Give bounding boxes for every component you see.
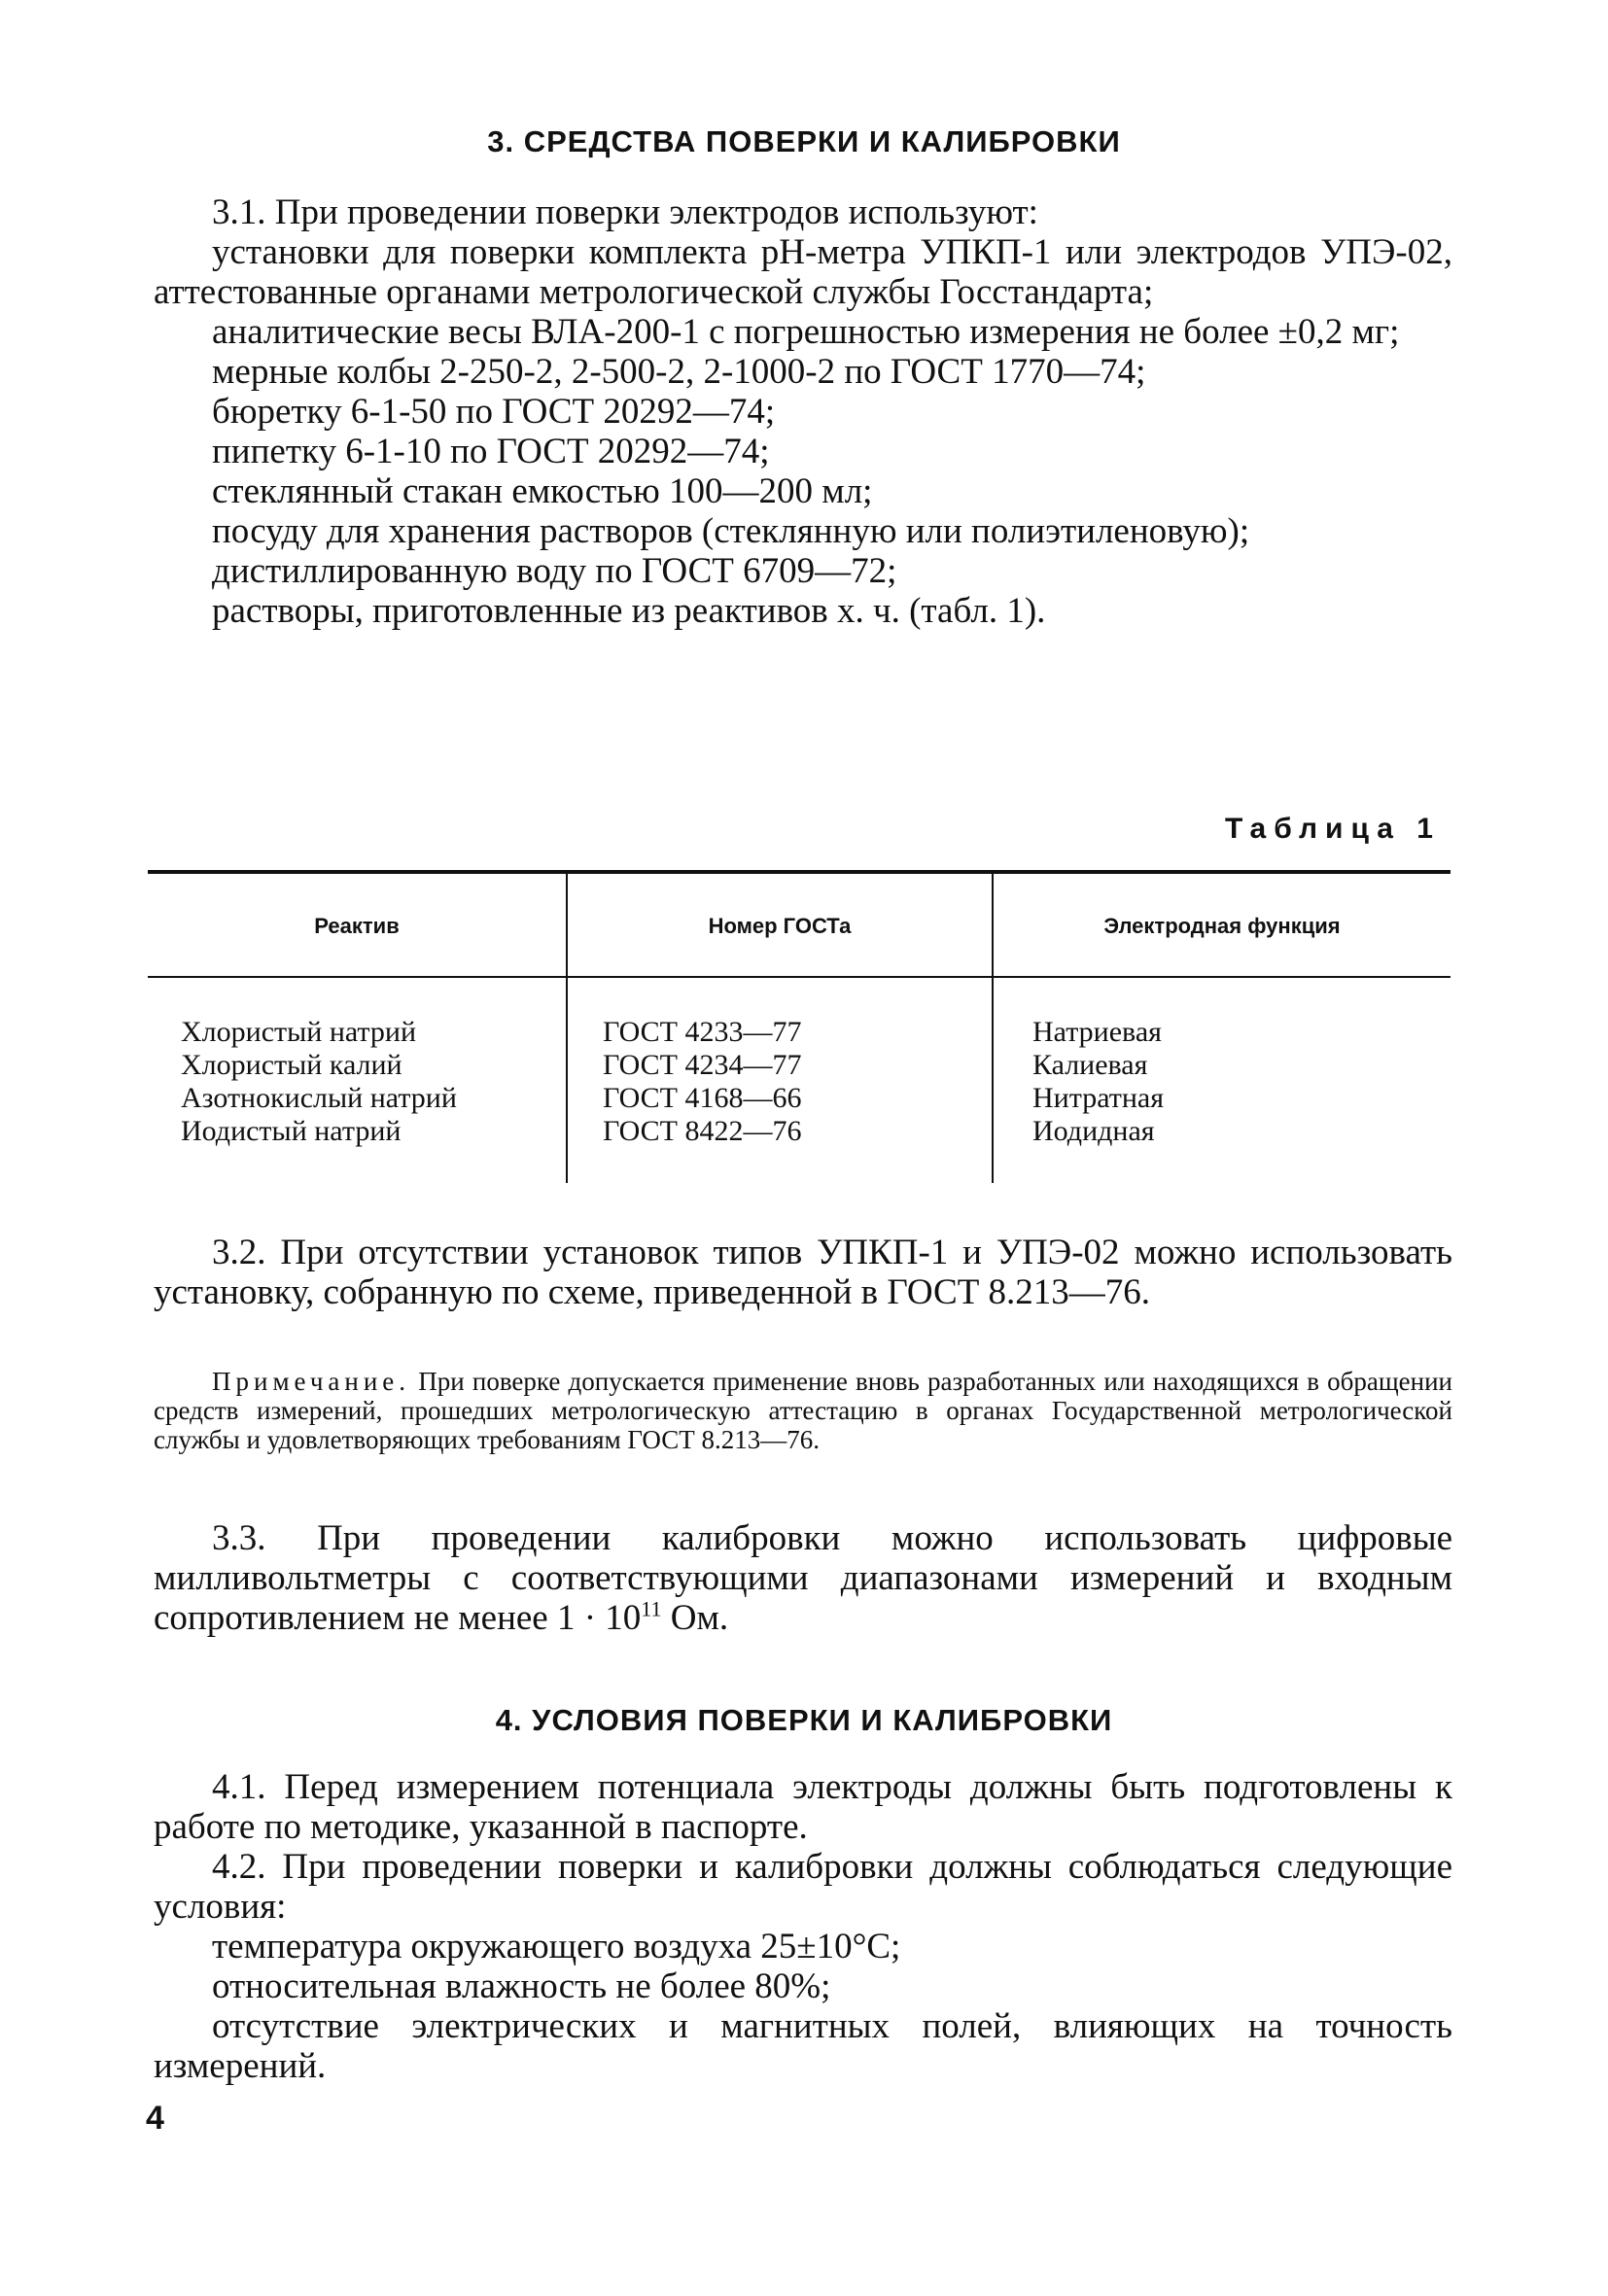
table-cell: Иодидная xyxy=(1032,1115,1155,1147)
list-item: растворы, приготовленные из реактивов х. ч. (табл. 1). xyxy=(212,591,1046,631)
note-label: Примечание. xyxy=(212,1367,411,1396)
paragraph-4-1: 4.1. Перед измерением потенциала электроды должны быть подготовлены к работе по методике, указанной в паспорте. xyxy=(154,1767,1452,1847)
table-caption: Таблица 1 xyxy=(1224,813,1441,845)
section-3-1 xyxy=(154,192,1452,631)
paragraph-4-2-intro: 4.2. При проведении поверки и калибровки должны соблюдаться следующие условия: xyxy=(154,1847,1452,1927)
unit-label: Ом. xyxy=(661,1598,729,1638)
table-cell: Нитратная xyxy=(1032,1082,1165,1114)
list-item: температура окружающего воздуха 25±10°С; xyxy=(212,1927,901,1966)
list-item: пипетку 6-1-10 по ГОСТ 20292—74; xyxy=(212,432,770,471)
table-cell: ГОСТ 8422—76 xyxy=(603,1115,802,1147)
function-column xyxy=(1032,1016,1164,1148)
note-text: При поверке допускается применение вновь разработанных или находящихся в обращении средств измерений, прошедших метрологическую аттестацию в органах Государственной метрологической службы и удовлетворяющих требованиям ГОСТ 8.213—76. xyxy=(154,1367,1452,1454)
section-3-2 xyxy=(154,1233,1452,1312)
column-header-gost: Номер ГОСТа xyxy=(708,914,852,938)
list-item: аналитические весы ВЛА-200-1 с погрешностью измерения не более ±0,2 мг; xyxy=(212,312,1400,352)
section-3-3 xyxy=(154,1518,1452,1638)
list-item: посуду для хранения растворов (стеклянную или полиэтиленовую); xyxy=(212,511,1250,551)
table-cell: ГОСТ 4168—66 xyxy=(603,1082,802,1114)
paragraph-3-1-intro: 3.1. При проведении поверки электродов используют: xyxy=(212,192,1038,232)
list-item: установки для поверки комплекта pH-метра УПКП-1 или электродов УПЭ-02, аттестованные органами метрологической службы Госстандарта; xyxy=(154,232,1452,312)
table-cell: Хлористый калий xyxy=(181,1049,402,1081)
table-header-rule xyxy=(148,976,1451,978)
paragraph-3-3-text: 3.3. При проведении калибровки можно использовать цифровые милливольтметры с соответствующими диапазонами измерений и входным сопротивлением не менее 1 · 10 xyxy=(154,1518,1452,1638)
table-cell: Натриевая xyxy=(1032,1016,1162,1048)
table-cell: ГОСТ 4233—77 xyxy=(603,1016,802,1048)
column-header-function: Электродная функция xyxy=(1103,914,1341,938)
table-cell: Калиевая xyxy=(1032,1049,1148,1081)
list-item: мерные колбы 2-250-2, 2-500-2, 2-1000-2 по ГОСТ 1770—74; xyxy=(212,352,1146,392)
table-cell: ГОСТ 4234—77 xyxy=(603,1049,802,1081)
list-item: дистиллированную воду по ГОСТ 6709—72; xyxy=(212,551,897,591)
exponent: 11 xyxy=(641,1596,662,1621)
paragraph-3-3 xyxy=(154,1518,1452,1638)
list-item: относительная влажность не более 80%; xyxy=(212,1966,831,2006)
table-cell: Азотнокислый натрий xyxy=(181,1082,457,1114)
table-top-rule xyxy=(148,870,1451,874)
section-3-title: 3. СРЕДСТВА ПОВЕРКИ И КАЛИБРОВКИ xyxy=(487,124,1121,158)
paragraph-3-2: 3.2. При отсутствии установок типов УПКП-1 и УПЭ-02 можно использовать установку, собранную по схеме, приведенной в ГОСТ 8.213—76. xyxy=(154,1233,1452,1312)
page-number: 4 xyxy=(146,2100,164,2137)
list-item: стеклянный стакан емкостью 100—200 мл; xyxy=(212,471,873,511)
list-item: отсутствие электрических и магнитных полей, влияющих на точность измерений. xyxy=(154,2006,1452,2086)
section-4-title: 4. УСЛОВИЯ ПОВЕРКИ И КАЛИБРОВКИ xyxy=(495,1703,1113,1737)
gost-column xyxy=(603,1016,801,1148)
reagent-column xyxy=(181,1016,457,1148)
note xyxy=(154,1367,1452,1454)
column-header-reagent: Реактив xyxy=(314,914,400,938)
table-cell: Иодистый натрий xyxy=(181,1115,402,1147)
section-4 xyxy=(154,1767,1452,2086)
table-cell: Хлористый натрий xyxy=(181,1016,417,1048)
list-item: бюретку 6-1-50 по ГОСТ 20292—74; xyxy=(212,392,776,432)
